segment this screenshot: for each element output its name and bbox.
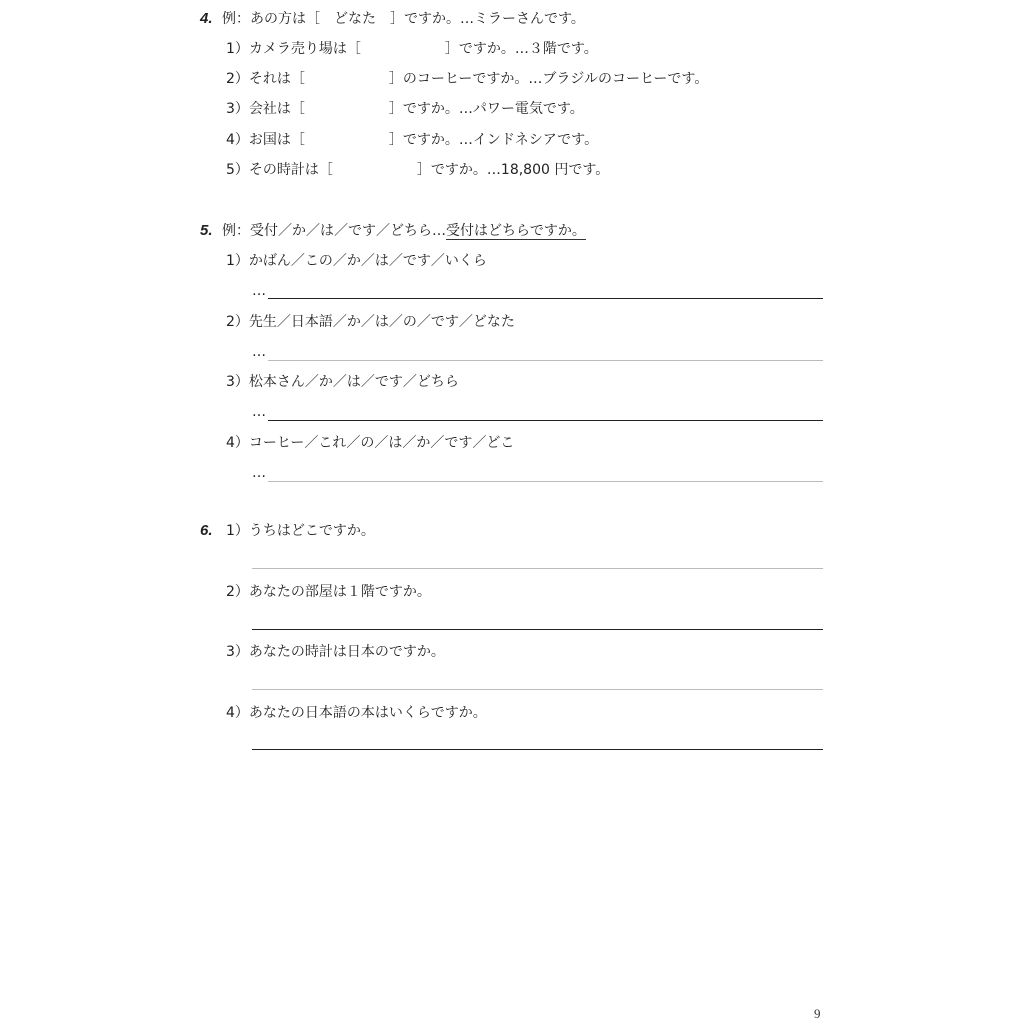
section-6-item-2-answer-line[interactable] (252, 629, 823, 630)
section-5-example-prompt: 例：受付／か／は／です／どちら… (222, 223, 446, 239)
page-number: 9 (814, 1006, 821, 1021)
section-5-item-3-answer-line[interactable] (268, 420, 823, 421)
section-6-item-1: 1）うちはどこですか。 (226, 523, 375, 539)
section-5-item-2-answer-line[interactable] (268, 360, 823, 361)
section-5-item-4-answer-line[interactable] (268, 481, 823, 482)
section-5-item-3-lead: … (252, 404, 266, 420)
section-5-example (222, 222, 586, 240)
section-6-item-3-answer-line[interactable] (252, 689, 823, 690)
section-5-item-1-lead: … (252, 283, 266, 299)
section-5-item-4-prompt: 4）コーヒー／これ／の／は／か／です／どこ (226, 435, 515, 451)
section-6-item-2: 2）あなたの部屋は１階ですか。 (226, 584, 431, 600)
section-4-item-5: 5）その時計は［ ］ですか。…18,800 円です。 (226, 162, 610, 178)
section-4-item-4: 4）お国は［ ］ですか。…インドネシアです。 (226, 132, 599, 148)
section-4-example: 例：あの方は［ どなた ］ですか。…ミラーさんです。 (222, 11, 585, 27)
section-6-item-1-answer-line[interactable] (252, 568, 823, 569)
section-6-item-3: 3）あなたの時計は日本のですか。 (226, 644, 445, 660)
section-5-item-4-lead: … (252, 465, 266, 481)
section-5-example-answer: 受付はどちらですか。 (446, 223, 586, 239)
section-5-item-1-answer-line[interactable] (268, 298, 823, 299)
section-4-item-1: 1）カメラ売り場は［ ］ですか。…３階です。 (226, 41, 598, 57)
section-4-item-3: 3）会社は［ ］ですか。…パワー電気です。 (226, 101, 584, 117)
section-5-item-2-lead: … (252, 344, 266, 360)
section-6-number: 6. (200, 522, 213, 539)
section-4-item-2: 2）それは［ ］のコーヒーですか。…ブラジルのコーヒーです。 (226, 71, 709, 87)
section-4-number: 4. (200, 10, 213, 27)
section-5-item-2-prompt: 2）先生／日本語／か／は／の／です／どなた (226, 314, 515, 330)
section-6-item-4: 4）あなたの日本語の本はいくらですか。 (226, 705, 487, 721)
section-6-item-4-answer-line[interactable] (252, 749, 823, 750)
section-5-item-3-prompt: 3）松本さん／か／は／です／どちら (226, 374, 459, 390)
section-5-number: 5. (200, 222, 213, 239)
section-5-item-1-prompt: 1）かばん／この／か／は／です／いくら (226, 253, 487, 269)
